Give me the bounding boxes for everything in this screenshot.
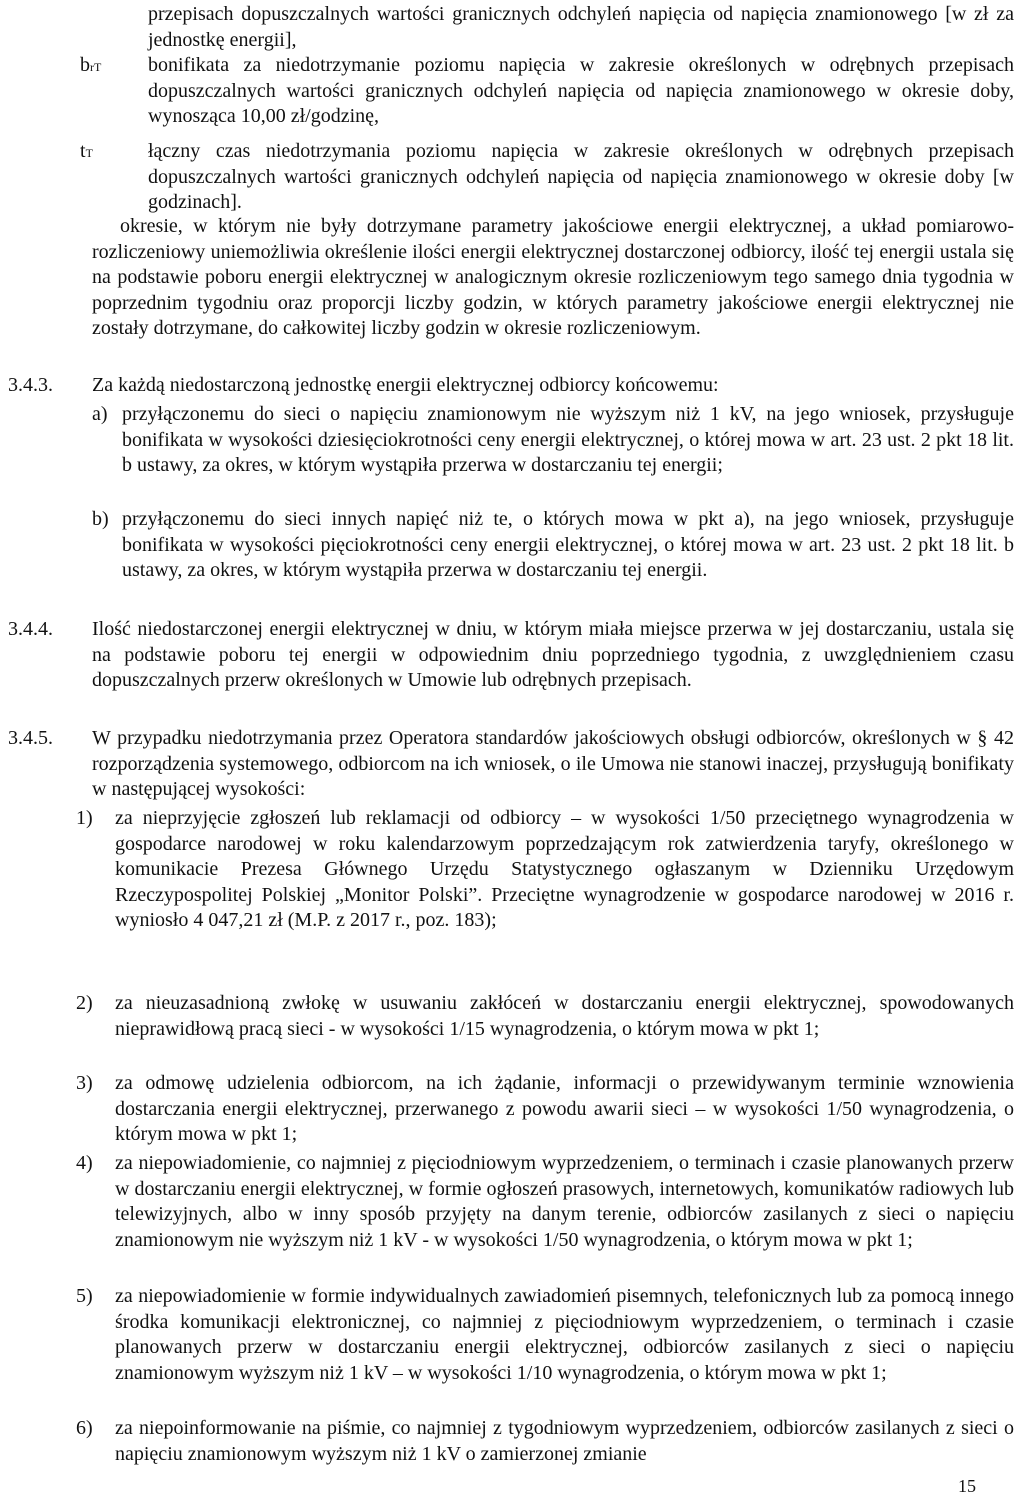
list-label-2: 2) [76,992,93,1014]
symbol-brt: brT [80,54,102,76]
list-item-a: przyłączonemu do sieci o napięciu znamionowym nie wyższym niż 1 kV, na jego wniosek, przysługuje bonifikata w wysokości dziesięciokrotności ceny energii elektrycznej, o której mowa w art. 23 ust. 2 pkt 18 lit. b ustawy, za okres, w którym wystąpiła przerwa w dostarczaniu tej energii; [122,403,1014,477]
section-343-intro: Za każdą niedostarczoną jednostkę energii elektrycznej odbiorcy końcowemu: [92,374,719,396]
list-item-1: za nieprzyjęcie zgłoszeń lub reklamacji od odbiorcy – w wysokości 1/50 przeciętnego wynagrodzenia w gospodarce narodowej w roku kalendarzowym poprzedzającym rok zatwierdzenia taryfy, określonego w komunikacie Prezesa Głównego Urzędu Statystycznego ogłaszanym w Dzienniku Urzędowym Rzeczypospolitej Polskiej „Monitor Polski”. Przeciętne wynagrodzenie w gospodarce narodowej w 2016 r. wyniosło 4 047,21 zł (M.P. z 2017 r., poz. 183); [115,807,1014,932]
section-number-345: 3.4.5. [8,727,53,749]
section-number-344: 3.4.4. [8,618,53,640]
list-label-3: 3) [76,1072,93,1094]
section-344-text: Ilość niedostarczonej energii elektrycznej w dniu, w którym miała miejsce przerwa w jej dostarczaniu, ustala się na podstawie poboru tej energii w odpowiednim dniu poprzedniego tygodnia, z uwzględnieniem czasu dopuszczalnych przerw określonych w Umowie lub odrębnych przepisach. [92,618,1014,692]
list-item-3: za odmowę udzielenia odbiorcom, na ich żądanie, informacji o przewidywanym terminie wznowienia dostarczania energii elektrycznej, przerwanego z powodu awarii sieci – w wysokości 1/50 wynagrodzenia, o którym mowa w pkt 1; [115,1072,1014,1146]
list-item-4: za niepowiadomienie, co najmniej z pięciodniowym wyprzedzeniem, o terminach i czasie planowanych przerw w dostarczaniu energii elektrycznej, w formie ogłoszeń prasowych, internetowych, komunikatów radiowych lub telewizyjnych, albo w inny sposób przyjęty na danym terenie, odbiorców zasilanych z sieci o napięciu znamionowym nie wyższym niż 1 kV - w wysokości 1/50 wynagrodzenia, o którym mowa w pkt 1; [115,1152,1014,1251]
list-label-4: 4) [76,1152,93,1174]
paragraph-okresie: okresie, w którym nie były dotrzymane parametry jakościowe energii elektrycznej, a układ pomiarowo-rozliczeniowy uniemożliwia określenie ilości energii elektrycznej dostarczonej odbiorcy, ilość tej energii ustala się na podstawie poboru energii elektrycznej w analogicznym okresie rozliczeniowym tego samego dnia tygodnia w poprzednim tygodniu oraz proporcji liczby godzin, w których parametry jakościowe energii elektrycznej nie zostały dotrzymane, do całkowitej liczby godzin w okresie rozliczeniowym. [92,215,1014,340]
list-label-6: 6) [76,1417,93,1439]
list-item-6: za niepoinformowanie na piśmie, co najmniej z tygodniowym wyprzedzeniem, odbiorców zasilanych z sieci o napięciu znamionowym wyższym niż 1 kV o zamierzonej zmianie [115,1417,1014,1465]
list-label-a: a) [92,403,108,425]
list-label-5: 5) [76,1285,93,1307]
list-item-5: za niepowiadomienie w formie indywidualnych zawiadomień pisemnych, telefonicznych lub za pomocą innego środka komunikacji elektronicznej, co najmniej z pięciodniowym wyprzedzeniem, o terminach i czasie planowanych przerw w dostarczaniu energii elektrycznej, odbiorców zasilanych z sieci o napięciu znamionowym wyższym niż 1 kV – w wysokości 1/10 wynagrodzenia, o którym mowa w pkt 1; [115,1285,1014,1384]
list-label-1: 1) [76,807,93,829]
section-number-343: 3.4.3. [8,374,53,396]
definition-continuation: przepisach dopuszczalnych wartości granicznych odchyleń napięcia od napięcia znamionowego [w zł za jednostkę energii], [148,3,1014,51]
list-item-b: przyłączonemu do sieci innych napięć niż te, o których mowa w pkt a), na jego wniosek, przysługuje bonifikata w wysokości pięciokrotności ceny energii elektrycznej, o której mowa w art. 23 ust. 2 pkt 18 lit. b ustawy, za okres, w którym wystąpiła przerwa w dostarczaniu tej energii. [122,508,1014,582]
list-label-b: b) [92,508,109,530]
definition-tt: łączny czas niedotrzymania poziomu napięcia w zakresie określonych w odrębnych przepisach dopuszczalnych wartości granicznych odchyleń napięcia od napięcia znamionowego w okresie doby [w godzinach]. [148,140,1014,214]
page-number: 15 [958,1476,976,1496]
section-345-intro: W przypadku niedotrzymania przez Operatora standardów jakościowych obsługi odbiorców, określonych w § 42 rozporządzenia systemowego, odbiorcom na ich wniosek, o ile Umowa nie stanowi inaczej, przysługują bonifikaty w następującej wysokości: [92,727,1014,801]
list-item-2: za nieuzasadnioną zwłokę w usuwaniu zakłóceń w dostarczaniu energii elektrycznej, spowodowanych nieprawidłową pracą sieci - w wysokości 1/15 wynagrodzenia, o którym mowa w pkt 1; [115,992,1014,1040]
symbol-tt: tT [80,140,93,162]
definition-brt: bonifikata za niedotrzymanie poziomu napięcia w zakresie określonych w odrębnych przepisach dopuszczalnych wartości granicznych odchyleń napięcia od napięcia znamionowego w okresie doby, wynosząca 10,00 zł/godzinę, [148,54,1014,128]
